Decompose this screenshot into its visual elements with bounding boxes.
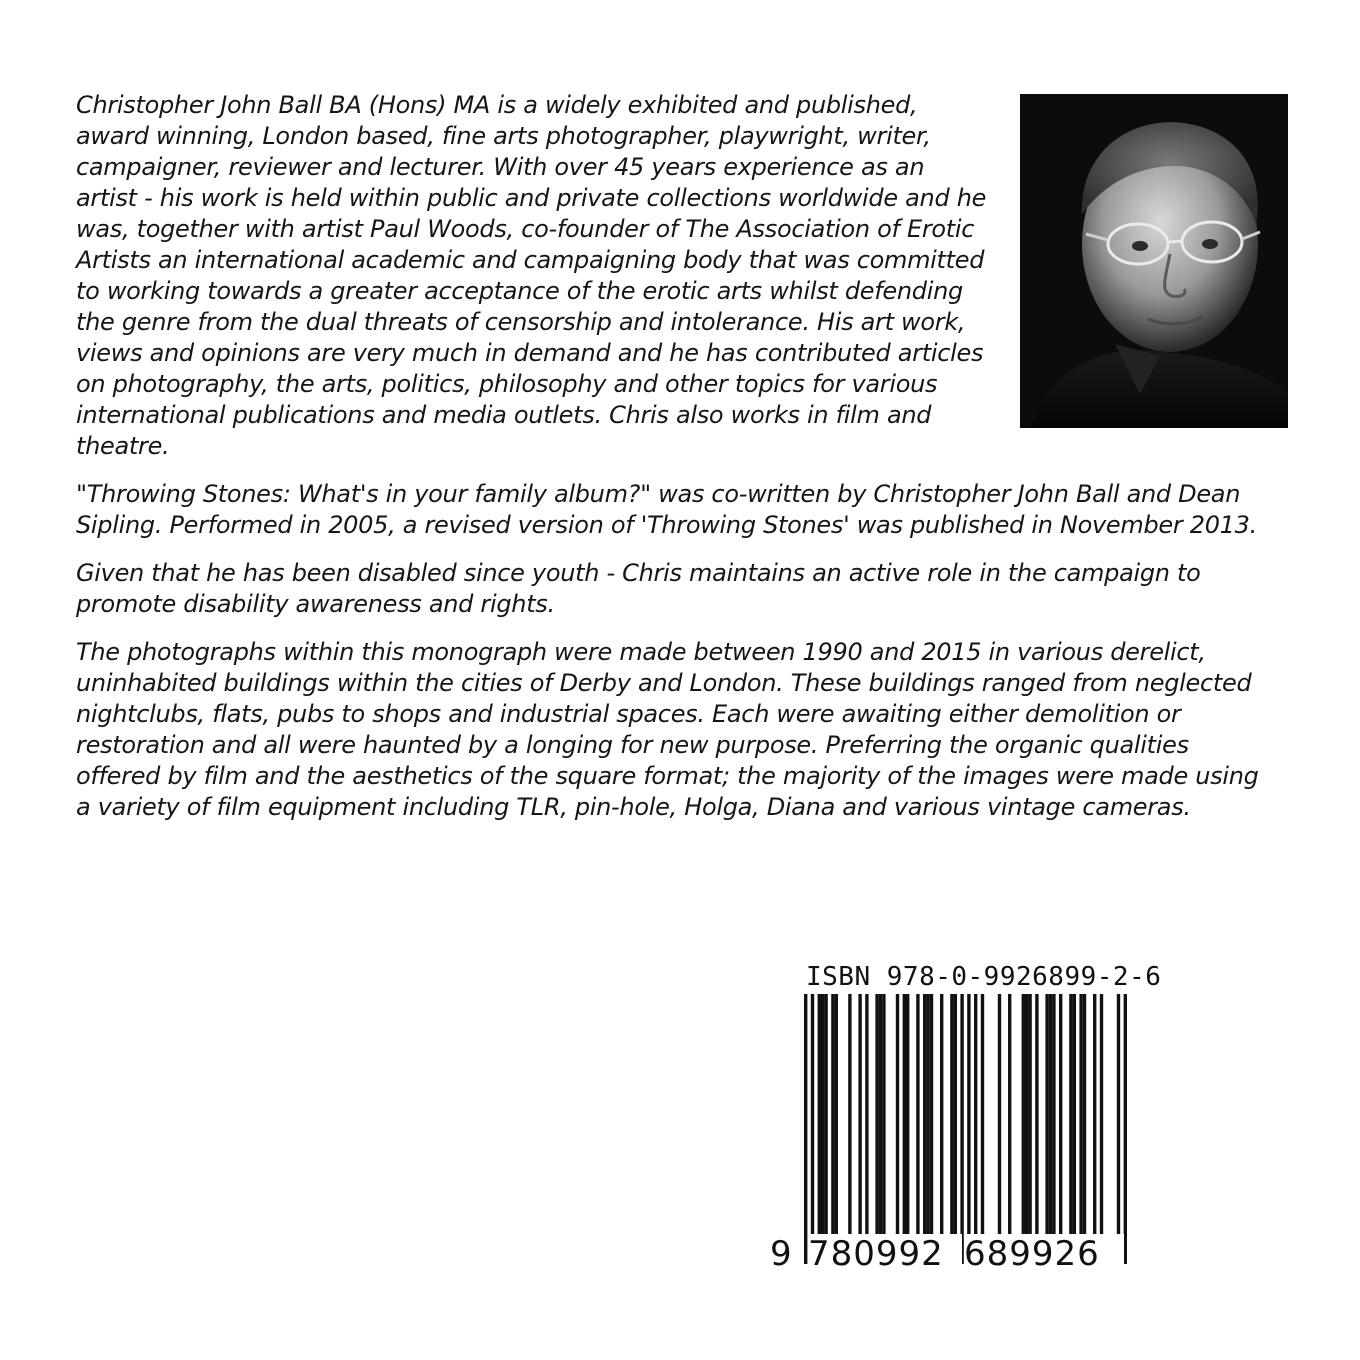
barcode-bar xyxy=(950,994,953,1238)
barcode-bar xyxy=(811,994,814,1264)
barcode-bar xyxy=(1059,994,1062,1238)
barcode-bar xyxy=(1045,994,1048,1238)
bio-paragraph-3: Given that he has been disabled since youth - Chris maintains an active role in the campaign to promote disability awareness and rights. xyxy=(76,559,1201,618)
barcode-bar xyxy=(981,994,984,1238)
isbn-label: ISBN 978-0-9926899-2-6 xyxy=(806,962,1162,992)
barcode-bar xyxy=(998,994,1001,1238)
barcode-digit-lead: 9 xyxy=(770,1234,800,1274)
barcode-bar xyxy=(1093,994,1096,1238)
author-photo xyxy=(1020,94,1288,428)
barcode-bar xyxy=(1069,994,1072,1238)
barcode-bar xyxy=(1052,994,1055,1238)
barcode-bar xyxy=(1025,994,1028,1238)
author-bio xyxy=(76,90,1276,840)
barcode-bar xyxy=(940,994,943,1238)
barcode-bar xyxy=(1079,994,1082,1238)
barcode-bar xyxy=(804,994,807,1264)
barcode-bar xyxy=(967,994,970,1264)
barcode-digits-right: 689926 xyxy=(964,1234,1124,1274)
barcode-bar xyxy=(1100,994,1103,1238)
barcode-bar xyxy=(824,994,827,1238)
barcode-bar xyxy=(1124,994,1127,1264)
barcode-bar xyxy=(1049,994,1052,1238)
barcode-bar xyxy=(916,994,919,1238)
barcode-bar xyxy=(848,994,851,1238)
barcode-bar xyxy=(1035,994,1038,1238)
barcode-bar xyxy=(1008,994,1011,1238)
bio-paragraph-1: Christopher John Ball BA (Hons) MA is a widely exhibited and published, award winning, London based, fine arts photographer, playwright, writer, campaigner, reviewer and lecturer. With over 45 years experience as an artist - his work is held within public and private collections worldwide and he was, together with artist Paul Woods, co-founder of The Association of Erotic Artists an international academic and campaigning body that was committed to working towards a greater acceptance of the erotic arts whilst defending the genre from the dual threats of censorship and intolerance. His art work, views and opinions are very much in demand and he has contributed articles on photography, the arts, politics, philosophy and other topics for various international publications and media outlets. Chris also works in film and theatre. xyxy=(76,91,987,460)
barcode-bar xyxy=(1117,994,1120,1264)
barcode-bar xyxy=(1028,994,1031,1238)
barcode-bar xyxy=(930,994,933,1238)
barcode-bar xyxy=(879,994,882,1238)
barcode-bar xyxy=(865,994,868,1238)
barcode-bar xyxy=(896,994,899,1238)
author-portrait-icon xyxy=(1020,94,1288,428)
barcode-digits-left: 780992 xyxy=(808,1234,962,1274)
barcode-bar xyxy=(923,994,926,1238)
barcode-bar xyxy=(1083,994,1086,1238)
barcode-bar xyxy=(954,994,957,1238)
isbn-barcode xyxy=(770,962,1162,1292)
bio-paragraph-4: The photographs within this monograph were made between 1990 and 2015 in various derelict, uninhabited buildings within the cities of Derby and London. These buildings ranged from neglected nightclubs, flats, pubs to shops and industrial spaces. Each were awaiting either demolition or restoration and all were haunted by a longing for new purpose. Preferring the organic qualities offered by film and the aesthetics of the square format; the majority of the images were made using a variety of film equipment including TLR, pin-hole, Holga, Diana and various vintage cameras. xyxy=(76,638,1259,821)
barcode-bar xyxy=(974,994,977,1238)
barcode-bar xyxy=(903,994,906,1238)
barcode-bar xyxy=(1022,994,1025,1238)
barcode-bar xyxy=(835,994,838,1238)
barcode-bar xyxy=(875,994,878,1238)
barcode-bar xyxy=(821,994,824,1238)
barcode-bar xyxy=(906,994,909,1238)
barcode-bar xyxy=(818,994,821,1238)
barcode-bar xyxy=(960,994,963,1264)
barcode-bars xyxy=(770,994,1130,1264)
barcode-bar xyxy=(1073,994,1076,1238)
barcode-bar xyxy=(926,994,929,1238)
barcode-bar xyxy=(858,994,861,1238)
barcode-bar xyxy=(831,994,834,1238)
barcode-bar xyxy=(882,994,885,1238)
bio-paragraph-2: "Throwing Stones: What's in your family album?" was co-written by Christopher John Ball and Dean Sipling. Performed in 2005, a revised version of 'Throwing Stones' was published in November 2013. xyxy=(76,480,1257,539)
